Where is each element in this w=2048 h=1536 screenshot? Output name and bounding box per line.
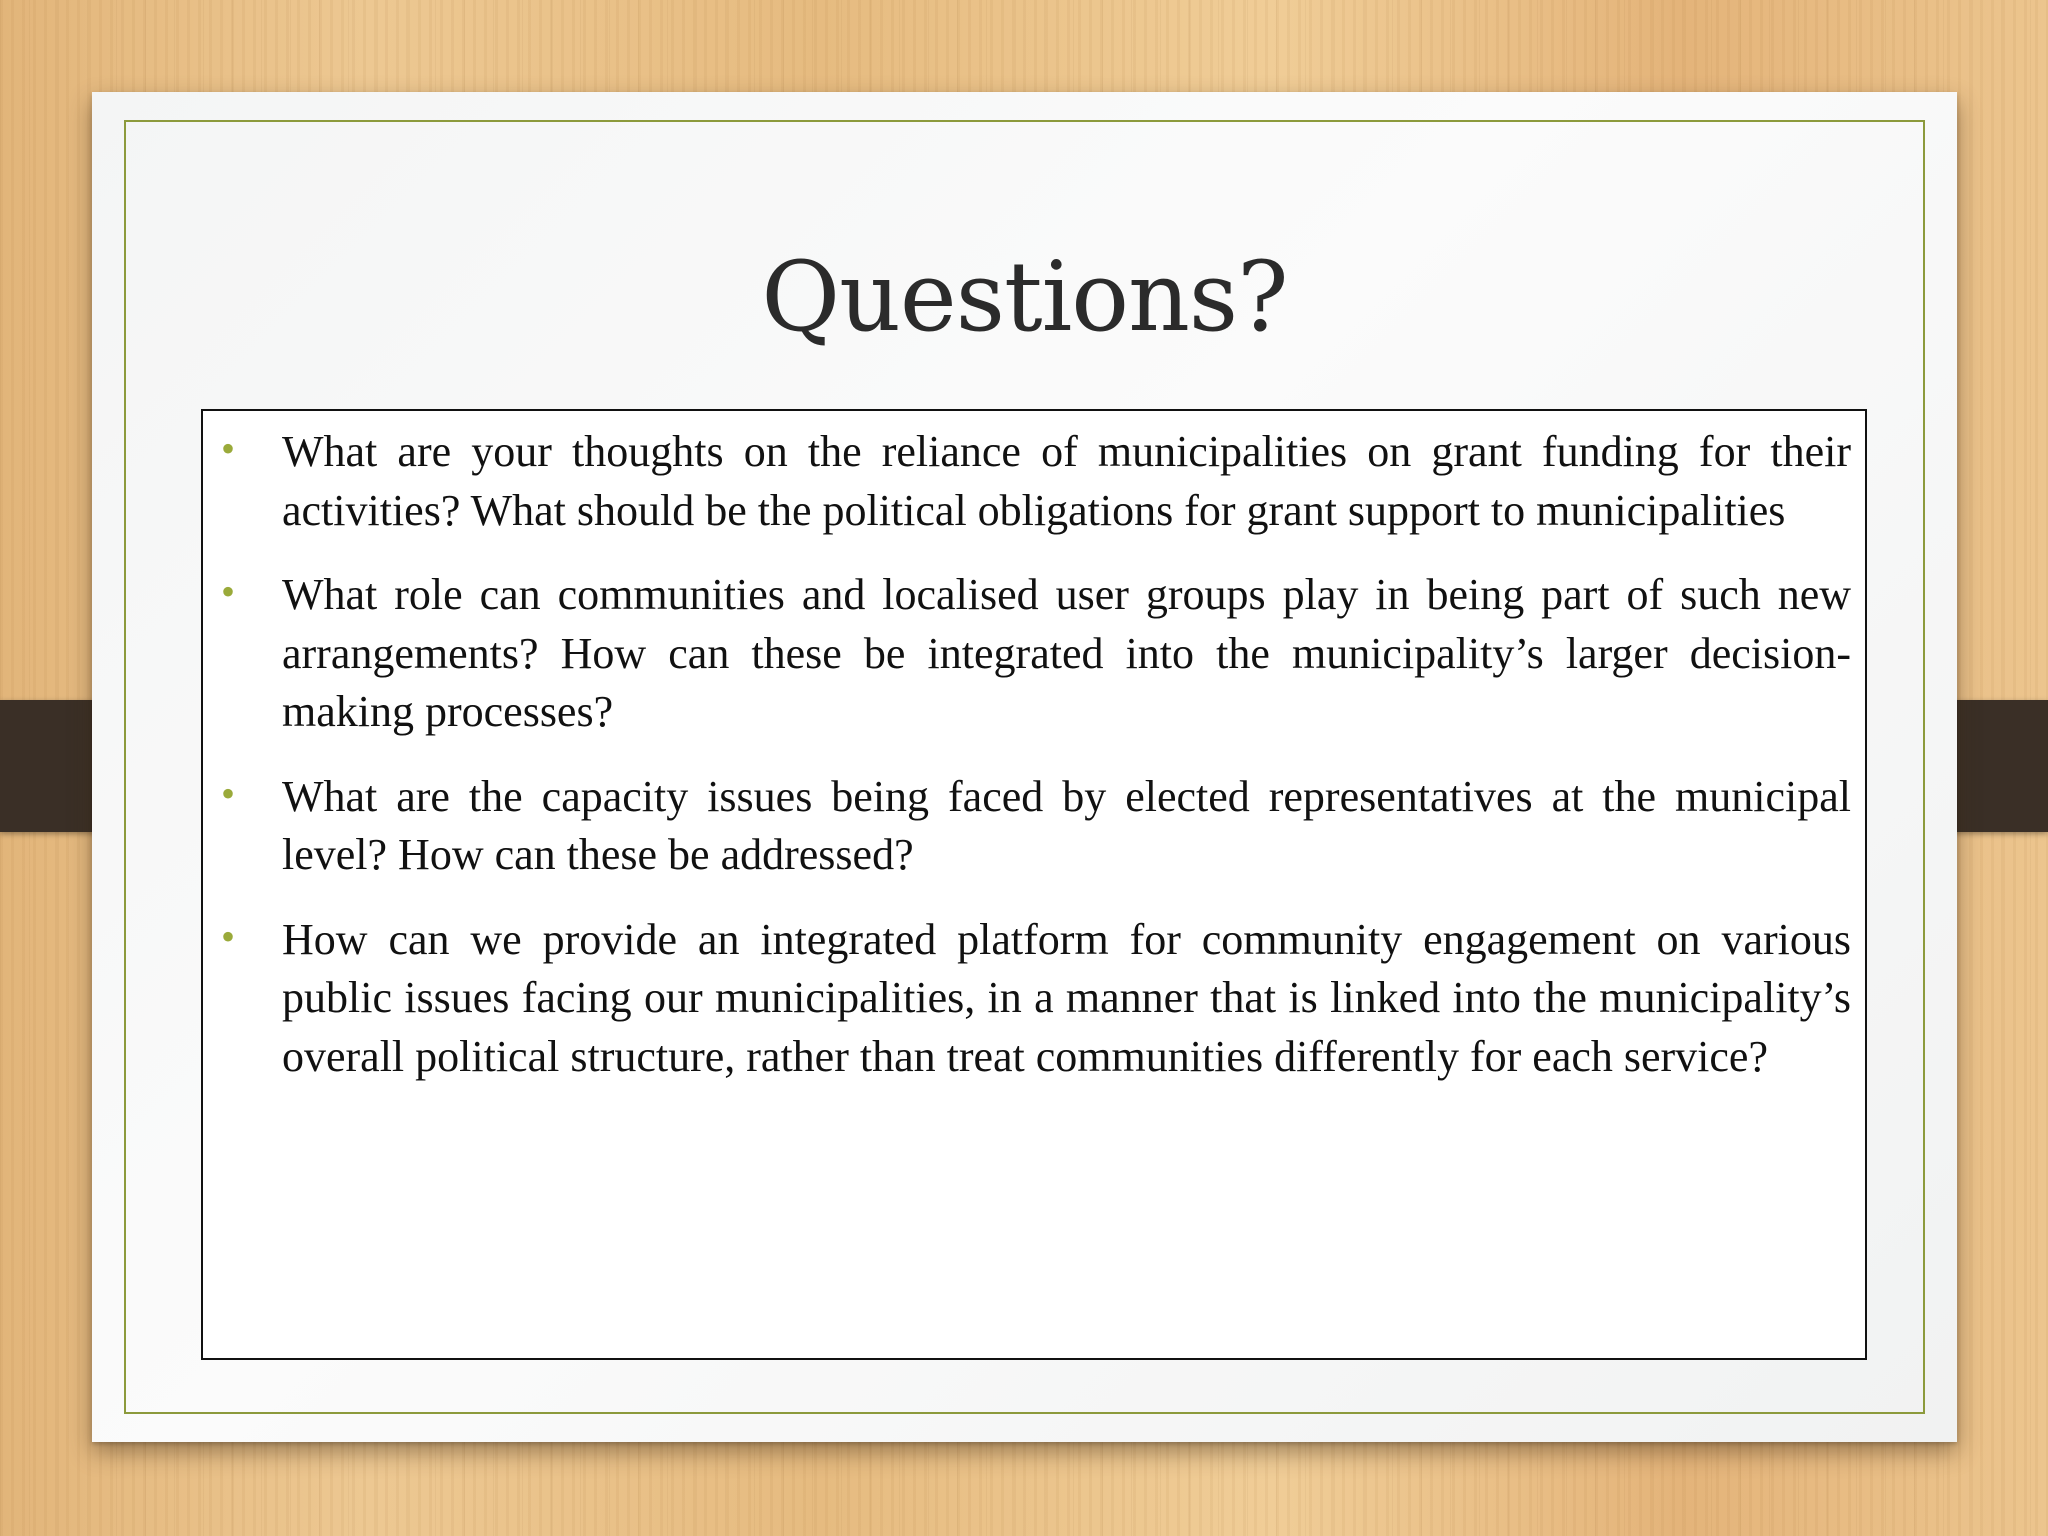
bullet-text: How can we provide an integrated platform for community engagement on various public issues facing our municipalities, in a manner that is linked into the municipality’s overall political structure, rather than treat communities differently for each service? <box>282 914 1851 1081</box>
bullet-text: What are your thoughts on the reliance of municipalities on grant funding for their activities? What should be the political obligations for grant support to municipalities <box>282 427 1851 535</box>
bullet-icon: • <box>221 913 236 959</box>
questions-content-box <box>201 409 1867 1360</box>
slide-title: Questions? <box>761 241 1288 353</box>
bullet-icon: • <box>221 569 236 614</box>
bullet-icon: • <box>221 426 236 471</box>
bullet-item <box>219 566 1851 742</box>
slide <box>92 92 1957 1442</box>
bullet-item <box>219 911 1851 1087</box>
bullet-list <box>219 423 1851 1086</box>
bullet-text: What are the capacity issues being faced by elected representatives at the municipal level? How can these be addressed? <box>282 771 1851 879</box>
bullet-text: What role can communities and localised user groups play in being part of such new arrangements? How can these be integrated into the municipality’s larger decision-making processes? <box>282 570 1851 736</box>
bullet-icon: • <box>221 770 236 816</box>
bullet-item <box>219 768 1851 885</box>
bullet-item <box>219 423 1851 540</box>
